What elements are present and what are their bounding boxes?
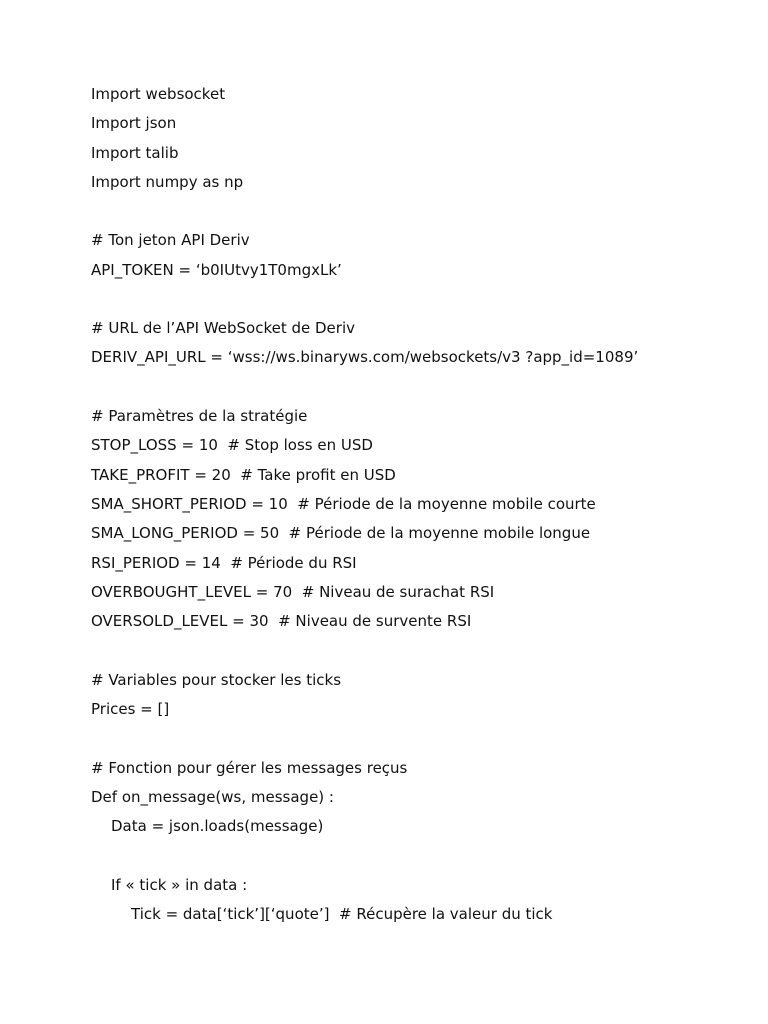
code-line: STOP_LOSS = 10 # Stop loss en USD — [91, 436, 373, 454]
code-line: Prices = [] — [91, 700, 170, 718]
code-line: DERIV_API_URL = ‘wss://ws.binaryws.com/websockets/v3 ?app_id=1089’ — [91, 348, 639, 366]
code-line: RSI_PERIOD = 14 # Période du RSI — [91, 554, 357, 572]
comment-line: # Ton jeton API Deriv — [91, 231, 250, 249]
code-line: OVERSOLD_LEVEL = 30 # Niveau de survente RSI — [91, 612, 472, 630]
code-line: API_TOKEN = ‘b0IUtvy1T0mgxLk’ — [91, 261, 342, 279]
comment-line: # Paramètres de la stratégie — [91, 407, 308, 425]
comment-line: # Variables pour stocker les ticks — [91, 671, 342, 689]
comment-line: # Fonction pour gérer les messages reçus — [91, 759, 408, 777]
code-line: Tick = data[‘tick’][‘quote’] # Récupère la valeur du tick — [131, 905, 553, 923]
code-line: SMA_SHORT_PERIOD = 10 # Période de la moyenne mobile courte — [91, 495, 596, 513]
code-line: Def on_message(ws, message) : — [91, 788, 334, 806]
code-line: Import websocket — [91, 85, 226, 103]
code-line: OVERBOUGHT_LEVEL = 70 # Niveau de surachat RSI — [91, 583, 495, 601]
code-line: TAKE_PROFIT = 20 # Take profit en USD — [91, 466, 396, 484]
code-line: Data = json.loads(message) — [111, 817, 324, 835]
code-line: If « tick » in data : — [111, 876, 248, 894]
code-line: Import talib — [91, 144, 179, 162]
code-line: Import json — [91, 114, 177, 132]
code-line: SMA_LONG_PERIOD = 50 # Période de la moyenne mobile longue — [91, 524, 591, 542]
comment-line: # URL de l’API WebSocket de Deriv — [91, 319, 356, 337]
code-line: Import numpy as np — [91, 173, 244, 191]
